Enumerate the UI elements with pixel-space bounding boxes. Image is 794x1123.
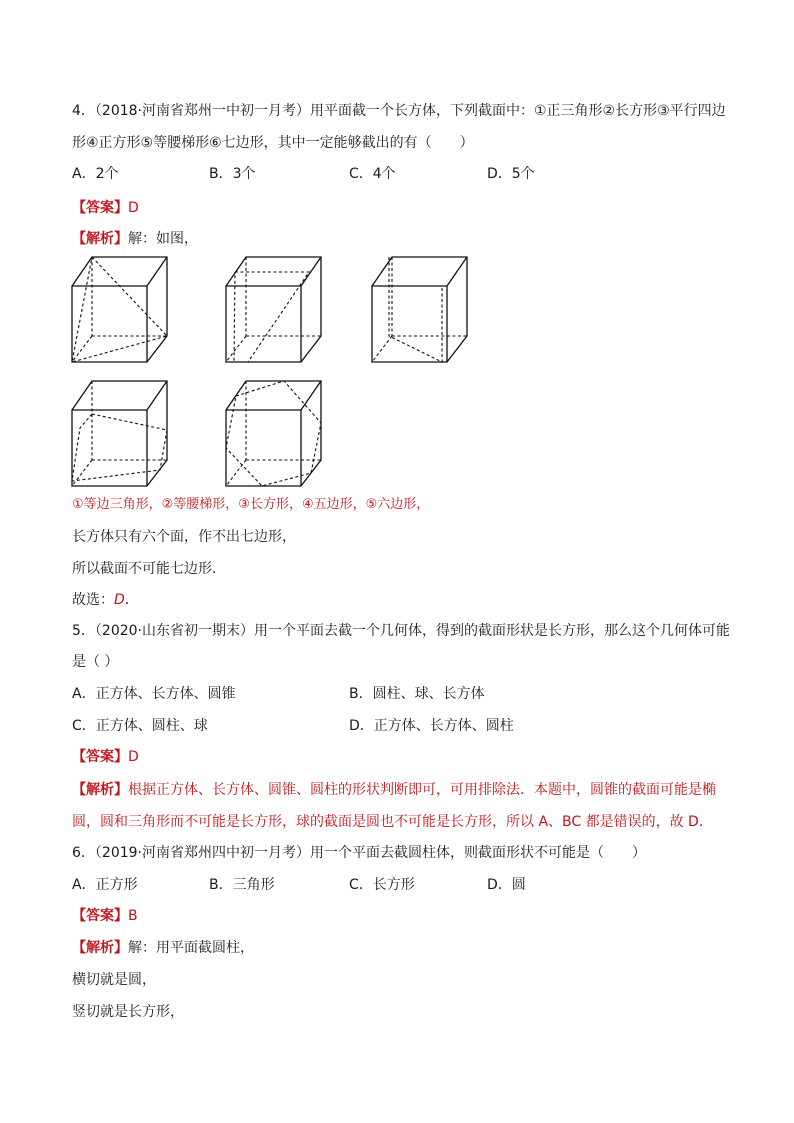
answer-value: D xyxy=(128,749,139,765)
q4-option-b: B．3个 xyxy=(209,166,256,182)
q4-conclusion-1: 长方体只有六个面，作不出七边形， xyxy=(72,529,296,545)
answer-tag: 【答案】 xyxy=(72,200,128,216)
q5-analysis-line-2: 圆，圆和三角形而不可能是长方形，球的截面是圆也不可能是长方形，所以 A、BC 都是错误的，故 D． xyxy=(72,814,713,830)
cube-figure-3-rectangle xyxy=(370,254,470,364)
q5-answer xyxy=(72,747,139,767)
q6-option-d: D．圆 xyxy=(487,877,526,893)
q6-line-b: 竖切就是长方形， xyxy=(72,1004,184,1020)
q4-option-a: A．2个 xyxy=(72,166,119,182)
choice-prefix: 故选： xyxy=(72,592,114,608)
answer-value: B xyxy=(128,908,138,924)
q5-option-c: C．正方体、圆柱、球 xyxy=(72,718,208,734)
q6-line-a: 横切就是圆， xyxy=(72,972,156,988)
q6-analysis xyxy=(72,938,254,958)
q4-option-c: C．4个 xyxy=(349,166,396,182)
q5-analysis-line-1 xyxy=(72,780,716,800)
answer-tag: 【答案】 xyxy=(72,749,128,765)
q4-stem-line-1: 4．（2018·河南省郑州一中初一月考）用平面截一个长方体，下列截面中：①正三角形②长方形③平行四边 xyxy=(72,103,726,119)
analysis-text: 根据正方体、长方体、圆锥、圆柱的形状判断即可，可用排除法．本题中，圆锥的截面可能是椭 xyxy=(128,782,716,798)
analysis-tag: 【解析】 xyxy=(72,782,128,798)
q6-option-c: C．长方形 xyxy=(349,877,415,893)
q6-stem-line-1: 6．（2019·河南省郑州四中初一月考）用一个平面去截圆柱体，则截面形状不可能是（ ） xyxy=(72,845,646,861)
q4-analysis xyxy=(72,229,198,249)
q6-answer xyxy=(72,906,138,926)
q4-choice xyxy=(72,590,139,610)
answer-tag: 【答案】 xyxy=(72,908,128,924)
q4-option-d: D．5个 xyxy=(487,166,535,182)
q6-option-a: A．正方形 xyxy=(72,877,138,893)
q5-stem-line-2: 是（ ） xyxy=(72,654,119,670)
cube-figure-5-hexagon xyxy=(224,378,324,488)
q5-stem-line-1: 5．（2020·山东省初一期末）用一个平面去截一个几何体，得到的截面形状是长方形，那么这个几何体可能 xyxy=(72,623,730,639)
answer-value: D xyxy=(128,200,139,216)
analysis-tag: 【解析】 xyxy=(72,231,128,247)
cube-figure-2-trapezoid xyxy=(224,254,324,364)
choice-value: D xyxy=(114,592,125,608)
analysis-intro: 解：用平面截圆柱， xyxy=(128,940,254,956)
cube-figure-4-pentagon xyxy=(70,378,170,488)
q4-conclusion-2: 所以截面不可能七边形． xyxy=(72,561,226,577)
q4-answer xyxy=(72,198,139,218)
analysis-intro: 解：如图， xyxy=(128,231,198,247)
cube-figure-1-triangle xyxy=(70,254,170,364)
q4-stem-line-2: 形④正方形⑤等腰梯形⑥七边形，其中一定能够截出的有（ ） xyxy=(72,135,474,151)
q6-option-b: B．三角形 xyxy=(209,877,275,893)
q5-option-a: A．正方体、长方体、圆锥 xyxy=(72,686,236,702)
figure-caption: ①等边三角形，②等腰梯形，③长方形，④五边形，⑤六边形， xyxy=(72,497,430,512)
q5-option-d: D．正方体、长方体、圆柱 xyxy=(349,718,514,734)
choice-suffix: ． xyxy=(124,592,139,608)
analysis-tag: 【解析】 xyxy=(72,940,128,956)
q5-option-b: B．圆柱、球、长方体 xyxy=(349,686,485,702)
